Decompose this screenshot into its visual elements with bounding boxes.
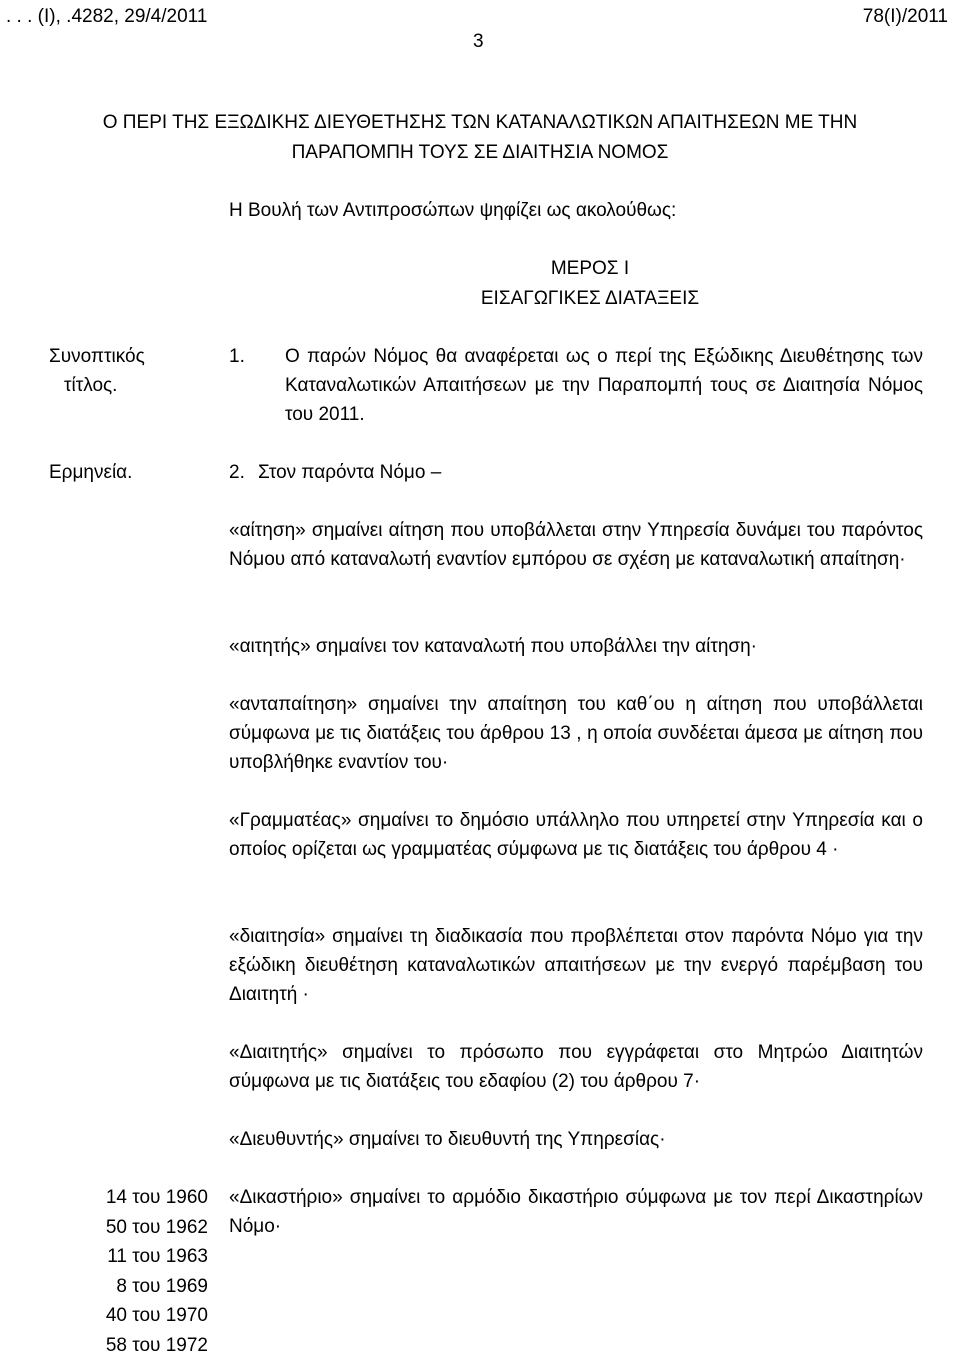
law-title-line-1: Ο ΠΕΡΙ ΤΗΣ ΕΞΩΔΙΚΗΣ ΔΙΕΥΘΕΤΗΣΗΣ ΤΩΝ ΚΑΤΑΝΑΛΩΤΙΚΩΝ ΑΠΑΙΤΗΣΕΩΝ ΜΕ ΤΗΝ (0, 108, 960, 138)
definition-item: «διαιτησία» σημαίνει τη διαδικασία που προβλέπεται στον παρόντα Νόμο για την εξώδικη διευθέτηση καταναλωτικών απαιτήσεων με την ενεργό παρέμβαση του Διαιτητή · (229, 922, 923, 1009)
referenced-law: 11 του 1963 (60, 1242, 208, 1272)
gazette-header-left: . . . (Ι), .4282, 29/4/2011 (6, 2, 207, 31)
section-1-text: Ο παρών Νόμος θα αναφέρεται ως ο περί της Εξώδικης Διευθέτησης των Καταναλωτικών Απαιτήσεων με την Παραπομπή τους σε Διαιτησία Νόμος του 2011. (285, 342, 923, 429)
section-number: 2. (229, 458, 245, 487)
definition-item: «Διαιτητής» σημαίνει το πρόσωπο που εγγράφεται στο Μητρώο Διαιτητών σύμφωνα με τις διατάξεις του εδαφίου (2) του άρθρου 7· (229, 1038, 923, 1096)
referenced-law: 8 του 1969 (60, 1272, 208, 1302)
margin-note-line: τίτλος. (49, 371, 145, 400)
law-number-header: 78(Ι)/2011 (863, 2, 948, 31)
referenced-law: 58 του 1972 (60, 1331, 208, 1360)
definition-item: «Δικαστήριο» σημαίνει το αρμόδιο δικαστήριο σύμφωνα με τον περί Δικαστηρίων Νόμο· (229, 1183, 923, 1241)
definition-item: «ανταπαίτηση» σημαίνει την απαίτηση του καθ΄ου η αίτηση που υποβάλλεται σύμφωνα με τις διατάξεις του άρθρου 13 , η οποία συνδέεται άμεσα με αίτηση που υποβλήθηκε εναντίον του· (229, 690, 923, 777)
margin-note-short-title (49, 342, 145, 400)
enacting-formula: Η Βουλή των Αντιπροσώπων ψηφίζει ως ακολούθως: (229, 196, 676, 225)
referenced-laws-list (60, 1183, 208, 1360)
referenced-law: 50 του 1962 (60, 1213, 208, 1243)
definition-item: «Διευθυντής» σημαίνει το διευθυντή της Υπηρεσίας· (229, 1125, 923, 1154)
part-heading (0, 254, 960, 314)
part-subtitle: ΕΙΣΑΓΩΓΙΚΕΣ ΔΙΑΤΑΞΕΙΣ (0, 284, 960, 314)
law-title-line-2: ΠΑΡΑΠΟΜΠΗ ΤΟΥΣ ΣΕ ΔΙΑΙΤΗΣΙΑ ΝΟΜΟΣ (0, 138, 960, 168)
margin-note-interpretation: Ερμηνεία. (49, 458, 132, 487)
definition-item: «αιτητής» σημαίνει τον καταναλωτή που υποβάλλει την αίτηση· (229, 632, 923, 661)
referenced-law: 40 του 1970 (60, 1301, 208, 1331)
law-title (0, 108, 960, 168)
referenced-law: 14 του 1960 (60, 1183, 208, 1213)
page-number: 3 (473, 27, 484, 56)
part-title: ΜΕΡΟΣ Ι (0, 254, 960, 284)
margin-note-line: Συνοπτικός (49, 342, 145, 371)
definition-item: «Γραμματέας» σημαίνει το δημόσιο υπάλληλο που υπηρετεί στην Υπηρεσία και ο οποίος ορίζεται ως γραμματέας σύμφωνα με τις διατάξεις του άρθρου 4 · (229, 806, 923, 864)
section-number: 1. (229, 342, 245, 371)
definition-item: «αίτηση» σημαίνει αίτηση που υποβάλλεται στην Υπηρεσία δυνάμει του παρόντος Νόμου από καταναλωτή εναντίον εμπόρου σε σχέση με καταναλωτική απαίτηση· (229, 516, 923, 574)
section-2-intro: Στον παρόντα Νόμο – (258, 458, 441, 487)
